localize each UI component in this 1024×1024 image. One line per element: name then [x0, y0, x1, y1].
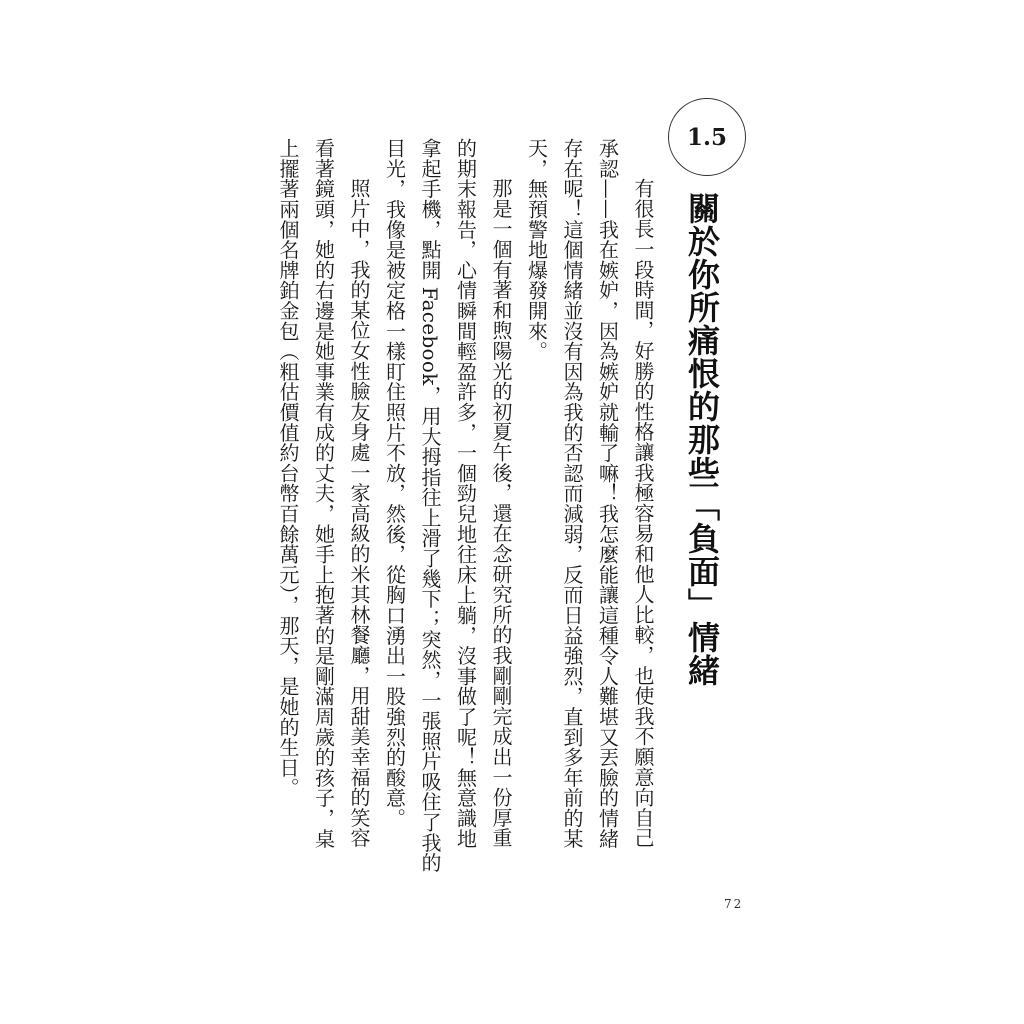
text-line: 目光，我像是被定格一樣盯住照片不放，然後，從胸口湧出一股強烈的酸意。 — [382, 138, 407, 829]
text-line: 承認——我在嫉妒，因為嫉妒就輸了嘛！我怎麼能讓這種令人難堪又丟臉的情緒 — [595, 138, 620, 849]
body-text — [270, 138, 661, 873]
section-title: 關於你所痛恨的那些「負面」情緒 — [683, 192, 721, 687]
text-line: 那是一個有著和煦陽光的初夏午後，還在念研究所的我剛剛完成出一份厚重 — [489, 178, 513, 848]
text-line: 看著鏡頭，她的右邊是她事業有成的丈夫，她手上抱著的是剛滿周歲的孩子，桌 — [311, 138, 336, 849]
page-number: 72 — [724, 897, 744, 911]
text-line: 照片中，我的某位女性臉友身處一家高級的米其林餐廳，用甜美幸福的笑容 — [347, 178, 371, 848]
text-line: 上擺著兩個名牌鉑金包（粗估價值約台幣百餘萬元），那天，是她的生日。 — [276, 138, 300, 798]
text-line: 存在呢！這個情緒並沒有因為我的否認而減弱，反而日益強烈，直到多年前的某 — [560, 138, 584, 849]
text-line: 拿起手機，點開 Facebook，用大拇指往上滑了幾下；突然，一張照片吸住了我的 — [418, 138, 442, 873]
section-number: 1.5 — [686, 123, 727, 151]
text-line: 的期末報告，心情瞬間輕盈許多，一個勁兒地往床上躺，沒事做了呢！無意識地 — [453, 138, 478, 849]
paragraph-3 — [270, 138, 377, 849]
text-line: 有很長一段時間，好勝的性格讓我極容易和他人比較，也使我不願意向自己 — [631, 178, 655, 848]
text-line: 天，無預警地爆發開來。 — [524, 138, 549, 362]
section-number-badge — [668, 98, 746, 176]
paragraph-1 — [518, 138, 660, 849]
paragraph-2 — [376, 138, 518, 873]
